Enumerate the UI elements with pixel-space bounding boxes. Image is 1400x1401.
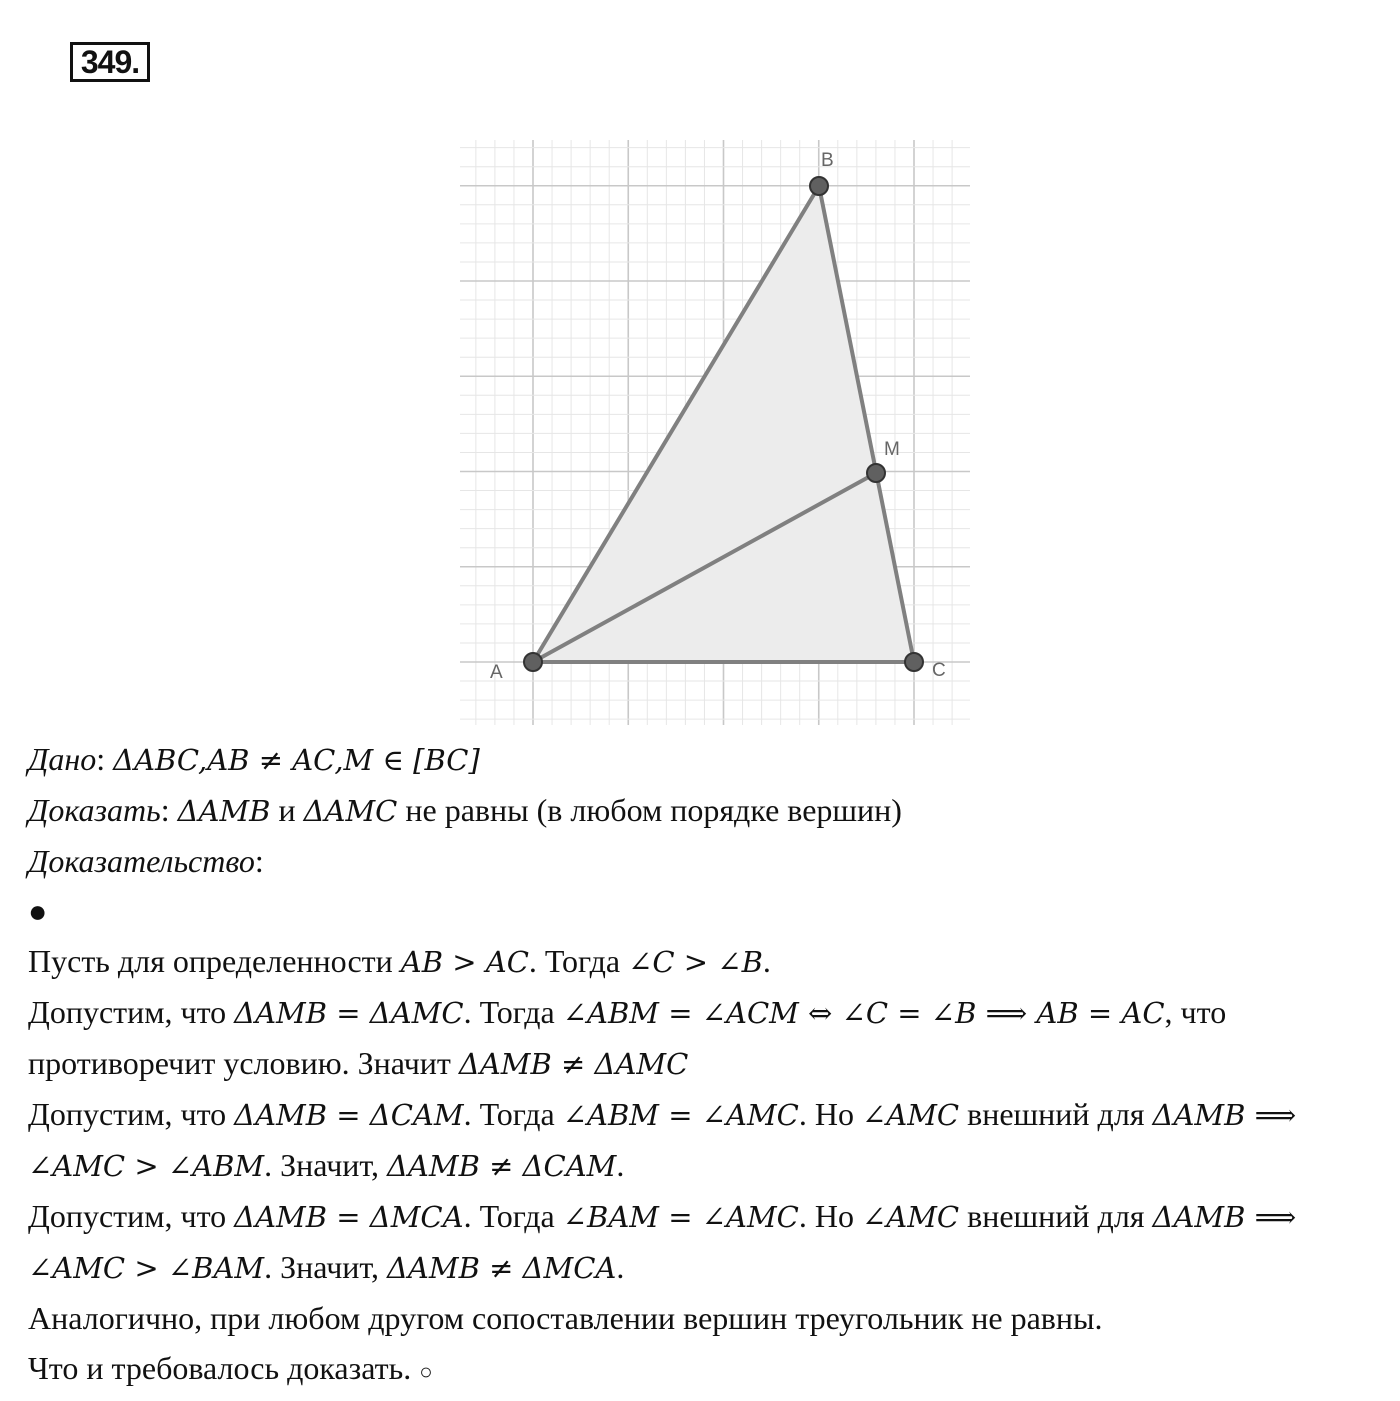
math: ∠C > ∠B: [628, 945, 763, 979]
proof-line-2: [28, 987, 1400, 1038]
text: . Значит,: [264, 1147, 387, 1183]
proof-heading: [28, 836, 1400, 886]
math: ∠ABM = ∠ACM ⇔ ∠C = ∠B ⟹ AB = AC: [562, 996, 1165, 1030]
given-math: ΔABC,AB ≠ AC,M ∈ [BC]: [113, 743, 480, 777]
proof-line-3: [28, 1038, 1400, 1089]
text: , что: [1164, 994, 1227, 1030]
text: Пусть для определенности: [28, 943, 401, 979]
proof-line-5: [28, 1140, 1400, 1191]
proof-line-4: [28, 1089, 1400, 1140]
label-m: M: [884, 439, 900, 460]
math: ∠BAM = ∠AMC: [562, 1200, 799, 1234]
prove-text-1: и: [270, 792, 304, 828]
label-c: C: [932, 660, 946, 681]
proof-line-6: [28, 1191, 1400, 1242]
math: ∠AMC: [861, 1098, 960, 1132]
solution-text: [28, 734, 1400, 1397]
text: противоречит условию. Значит: [28, 1045, 459, 1081]
math: ∠AMC: [861, 1200, 960, 1234]
text: . Тогда: [463, 994, 563, 1030]
label-b: B: [821, 150, 834, 171]
text: Допустим, что: [28, 1198, 235, 1234]
math: ΔAMB = ΔAMC: [234, 996, 464, 1030]
math: ∠ABM = ∠AMC: [562, 1098, 799, 1132]
task-number: 349.: [70, 42, 150, 82]
prove-math-2: ΔAMC: [303, 794, 398, 828]
math: ΔAMB ≠ ΔAMC: [458, 1047, 689, 1081]
math: ΔAMB ⟹: [1152, 1098, 1297, 1132]
prove-math-1: ΔAMB: [177, 794, 271, 828]
prove-text-2: не равны (в любом порядке вершин): [397, 792, 902, 828]
end-of-proof-mark: ○: [419, 1359, 433, 1384]
text: Допустим, что: [28, 994, 235, 1030]
math: ΔAMB ≠ ΔCAM: [386, 1149, 617, 1183]
proof-colon: :: [254, 843, 264, 879]
bullet-point: ●: [28, 893, 48, 929]
text: . Тогда: [528, 943, 629, 979]
text: Что и требовалось доказать.: [28, 1350, 420, 1386]
point-m: [867, 464, 885, 482]
given-line: [28, 734, 1400, 785]
text: внешний для: [959, 1096, 1153, 1132]
text: . Но: [798, 1198, 862, 1234]
math: ΔAMB = ΔMCA: [234, 1200, 464, 1234]
text: . Тогда: [463, 1096, 563, 1132]
given-colon: :: [96, 741, 114, 777]
proof-line-9: [28, 1343, 1400, 1397]
math: ∠AMC > ∠BAM: [28, 1251, 265, 1285]
proof-line-8: [28, 1293, 1400, 1343]
proof-line-7: [28, 1242, 1400, 1293]
math: ΔAMB = ΔCAM: [234, 1098, 464, 1132]
triangle-diagram: [460, 140, 970, 725]
proof-line-1: [28, 936, 1400, 987]
text: Допустим, что: [28, 1096, 235, 1132]
text: . Тогда: [463, 1198, 563, 1234]
prove-label: Доказать: [28, 792, 161, 828]
label-a: A: [490, 662, 503, 683]
math: AB > AC: [400, 945, 529, 979]
text: Аналогично, при любом другом сопоставлении вершин треугольник не равны.: [28, 1300, 1103, 1336]
proof-label: Доказательство: [28, 843, 255, 879]
triangle-figure: [460, 140, 970, 725]
text: . Но: [798, 1096, 862, 1132]
text: . Значит,: [264, 1249, 387, 1285]
given-label: Дано: [28, 741, 97, 777]
text: .: [616, 1249, 625, 1285]
point-c: [905, 653, 923, 671]
point-a: [524, 653, 542, 671]
math: ΔAMB ⟹: [1152, 1200, 1297, 1234]
point-b: [810, 177, 828, 195]
text: внешний для: [959, 1198, 1153, 1234]
math: ΔAMB ≠ ΔMCA: [386, 1251, 617, 1285]
prove-colon: :: [160, 792, 178, 828]
math: ∠AMC > ∠ABM: [28, 1149, 265, 1183]
prove-line: [28, 785, 1400, 836]
text: .: [616, 1147, 625, 1183]
text: .: [762, 943, 771, 979]
